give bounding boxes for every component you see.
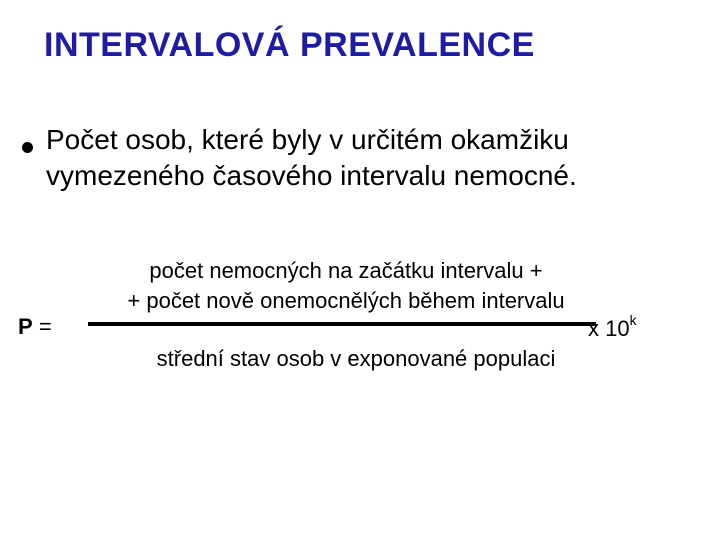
fraction-bar xyxy=(88,322,596,326)
bullet-text: Počet osob, které byly v určitém okamžiku vymezeného časového intervalu nemocné. xyxy=(46,124,577,191)
prevalence-symbol: P xyxy=(18,314,33,339)
denominator: střední stav osob v exponované populaci xyxy=(156,346,556,371)
multiplier-exponent: k xyxy=(629,312,637,328)
numerator-line-2: + počet nově onemocnělých během intervalu xyxy=(127,288,565,313)
bullet-point-icon xyxy=(22,142,33,153)
multiplier xyxy=(588,312,637,342)
numerator-line-1: počet nemocných na začátku intervalu + xyxy=(149,258,543,283)
equals-sign: = xyxy=(38,314,52,339)
formula-lhs xyxy=(18,314,52,340)
multiplier-base: x 10 xyxy=(588,316,630,341)
slide-title: INTERVALOVÁ PREVALENCE xyxy=(44,26,535,64)
